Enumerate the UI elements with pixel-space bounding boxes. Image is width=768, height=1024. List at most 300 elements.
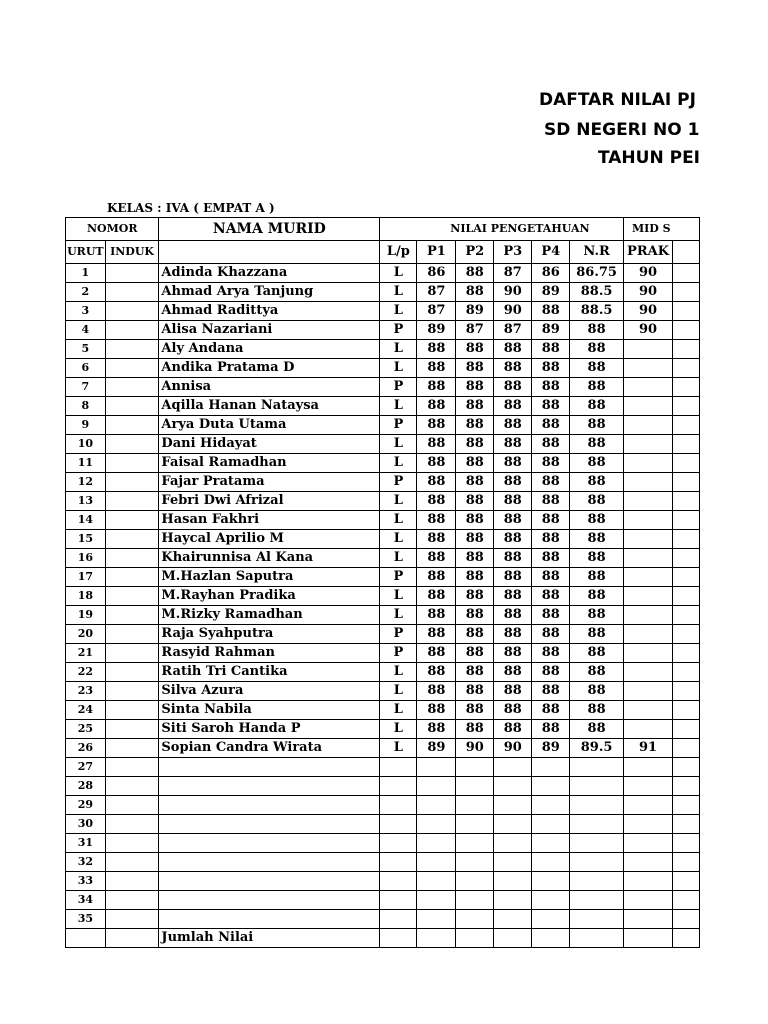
row-number: 21 [66,644,106,663]
header-blank-cell [380,218,417,241]
row-extra [673,796,700,815]
row-student-name: Faisal Ramadhan [159,454,380,473]
table-row [66,587,700,606]
row-p3 [494,758,532,777]
row-gender: L [380,701,417,720]
row-p3: 88 [494,530,532,549]
row-induk [105,492,159,511]
row-gender: L [380,264,417,283]
row-extra [673,891,700,910]
row-p3: 88 [494,644,532,663]
row-student-name: Raja Syahputra [159,625,380,644]
title-line-3: TAHUN PEI [598,148,700,168]
row-prak [623,758,672,777]
row-p3 [494,815,532,834]
row-p1: 88 [417,473,456,492]
row-p3: 88 [494,625,532,644]
row-p4: 88 [532,511,570,530]
footer-cell [380,929,417,948]
row-p1: 88 [417,606,456,625]
row-gender: L [380,739,417,758]
row-p1: 88 [417,416,456,435]
row-gender [380,891,417,910]
row-p4: 88 [532,549,570,568]
row-student-name: Ahmad Arya Tanjung [159,283,380,302]
row-p2 [456,815,494,834]
row-p2: 88 [456,720,494,739]
row-p3 [494,910,532,929]
row-p2 [456,891,494,910]
row-induk [105,568,159,587]
row-prak [623,834,672,853]
header-induk: INDUK [105,241,159,264]
row-nr: 88 [570,492,624,511]
row-prak [623,663,672,682]
header-mid-semester: MID S [623,218,699,241]
row-extra [673,720,700,739]
header-p3: P3 [494,241,532,264]
row-extra [673,397,700,416]
table-row [66,739,700,758]
row-student-name [159,910,380,929]
row-p3 [494,796,532,815]
row-p1: 88 [417,492,456,511]
row-extra [673,302,700,321]
row-p2: 88 [456,416,494,435]
row-induk [105,587,159,606]
row-p2: 89 [456,302,494,321]
row-p4 [532,910,570,929]
table-row [66,568,700,587]
row-prak [623,777,672,796]
row-extra [673,549,700,568]
row-p2 [456,796,494,815]
row-prak [623,435,672,454]
row-extra [673,815,700,834]
row-number: 33 [66,872,106,891]
row-extra [673,435,700,454]
table-row [66,682,700,701]
row-prak [623,910,672,929]
row-p2 [456,853,494,872]
row-student-name: M.Rizky Ramadhan [159,606,380,625]
row-prak [623,473,672,492]
row-p2: 88 [456,454,494,473]
row-prak [623,340,672,359]
row-induk [105,283,159,302]
row-student-name: M.Hazlan Saputra [159,568,380,587]
row-induk [105,606,159,625]
header-nr: N.R [570,241,624,264]
row-induk [105,815,159,834]
row-p1: 88 [417,587,456,606]
row-student-name: M.Rayhan Pradika [159,587,380,606]
row-student-name: Febri Dwi Afrizal [159,492,380,511]
row-p4 [532,796,570,815]
row-p1: 88 [417,359,456,378]
row-induk [105,359,159,378]
row-gender: L [380,435,417,454]
row-p4: 88 [532,644,570,663]
row-number: 27 [66,758,106,777]
row-extra [673,416,700,435]
row-extra [673,853,700,872]
row-number: 11 [66,454,106,473]
row-number: 9 [66,416,106,435]
row-p2 [456,834,494,853]
row-prak [623,701,672,720]
row-extra [673,701,700,720]
row-induk [105,720,159,739]
row-extra [673,283,700,302]
row-p4: 88 [532,682,570,701]
row-gender: P [380,568,417,587]
row-nr: 88 [570,701,624,720]
row-nr: 88 [570,435,624,454]
row-p3 [494,891,532,910]
row-gender: P [380,321,417,340]
row-number: 22 [66,663,106,682]
row-number: 14 [66,511,106,530]
row-p4: 88 [532,340,570,359]
row-p2: 88 [456,644,494,663]
row-nr: 88 [570,663,624,682]
row-extra [673,872,700,891]
row-gender: L [380,302,417,321]
footer-cell [532,929,570,948]
header-nilai-pengetahuan: NILAI PENGETAHUAN [417,218,624,241]
row-prak [623,530,672,549]
row-nr: 86.75 [570,264,624,283]
row-nr [570,777,624,796]
row-p3: 88 [494,454,532,473]
footer-cell [456,929,494,948]
row-prak [623,625,672,644]
row-nr: 88 [570,397,624,416]
row-nr [570,796,624,815]
row-p3: 88 [494,701,532,720]
footer-cell [570,929,624,948]
row-p4: 88 [532,454,570,473]
row-induk [105,644,159,663]
row-student-name: Annisa [159,378,380,397]
row-induk [105,625,159,644]
row-student-name: Haycal Aprilio M [159,530,380,549]
row-p4: 88 [532,397,570,416]
row-p2: 88 [456,397,494,416]
row-p3: 88 [494,340,532,359]
header-prak: PRAK [623,241,672,264]
header-lp: L/p [380,241,417,264]
footer-jumlah-nilai: Jumlah Nilai [159,929,380,948]
row-p4: 88 [532,663,570,682]
row-p4 [532,891,570,910]
row-extra [673,625,700,644]
row-p1: 88 [417,378,456,397]
row-p2: 88 [456,473,494,492]
row-number: 7 [66,378,106,397]
row-p2: 90 [456,739,494,758]
row-number: 32 [66,853,106,872]
row-number: 5 [66,340,106,359]
row-gender [380,910,417,929]
row-p4: 89 [532,283,570,302]
row-nr [570,872,624,891]
row-extra [673,777,700,796]
row-number: 25 [66,720,106,739]
grade-table-viewport [65,217,700,953]
row-student-name: Alisa Nazariani [159,321,380,340]
row-extra [673,758,700,777]
header-nama-murid: NAMA MURID [159,218,380,241]
row-p4: 88 [532,530,570,549]
row-induk [105,397,159,416]
row-extra [673,587,700,606]
row-nr: 88 [570,473,624,492]
row-number: 28 [66,777,106,796]
row-nr [570,815,624,834]
row-number: 12 [66,473,106,492]
row-p3: 88 [494,378,532,397]
row-p3: 88 [494,720,532,739]
row-prak: 91 [623,739,672,758]
row-p1 [417,777,456,796]
row-gender: P [380,644,417,663]
row-gender [380,796,417,815]
table-row [66,625,700,644]
header-p1: P1 [417,241,456,264]
row-prak [623,454,672,473]
table-row [66,549,700,568]
row-induk [105,511,159,530]
row-p4: 89 [532,321,570,340]
row-induk [105,796,159,815]
row-gender: L [380,530,417,549]
row-p2 [456,758,494,777]
row-p1: 88 [417,340,456,359]
row-induk [105,340,159,359]
row-p2: 88 [456,701,494,720]
row-induk [105,530,159,549]
row-nr: 88.5 [570,283,624,302]
row-p4: 88 [532,416,570,435]
footer-cell [105,929,159,948]
table-row [66,872,700,891]
row-number: 13 [66,492,106,511]
row-p1: 88 [417,511,456,530]
row-extra [673,834,700,853]
row-p3: 88 [494,549,532,568]
row-p1: 86 [417,264,456,283]
row-induk [105,891,159,910]
row-p2: 88 [456,606,494,625]
row-p3: 87 [494,321,532,340]
row-student-name: Sopian Candra Wirata [159,739,380,758]
row-student-name: Rasyid Rahman [159,644,380,663]
table-row [66,302,700,321]
table-row [66,454,700,473]
row-prak [623,359,672,378]
row-p4 [532,758,570,777]
row-number: 26 [66,739,106,758]
row-extra [673,454,700,473]
row-nr [570,853,624,872]
header-row-1 [66,218,700,241]
row-p2: 87 [456,321,494,340]
row-student-name: Silva Azura [159,682,380,701]
table-row [66,606,700,625]
table-row [66,720,700,739]
row-student-name: Khairunnisa Al Kana [159,549,380,568]
table-row [66,264,700,283]
row-nr: 88 [570,682,624,701]
row-p2: 88 [456,283,494,302]
table-row [66,397,700,416]
row-number: 34 [66,891,106,910]
row-nr [570,891,624,910]
row-nr: 88 [570,549,624,568]
row-gender: L [380,682,417,701]
row-extra [673,359,700,378]
row-student-name: Arya Duta Utama [159,416,380,435]
row-induk [105,834,159,853]
row-p1: 88 [417,701,456,720]
row-prak [623,549,672,568]
table-row [66,416,700,435]
row-number: 16 [66,549,106,568]
row-p3: 87 [494,264,532,283]
row-nr: 88 [570,340,624,359]
header-name-blank [159,241,380,264]
row-number: 10 [66,435,106,454]
row-p3 [494,853,532,872]
footer-cell [494,929,532,948]
row-induk [105,264,159,283]
row-extra [673,739,700,758]
row-p3 [494,872,532,891]
row-induk [105,473,159,492]
row-gender: L [380,663,417,682]
row-induk [105,549,159,568]
row-nr: 88 [570,321,624,340]
row-prak [623,853,672,872]
row-p1: 89 [417,321,456,340]
row-prak [623,378,672,397]
row-number: 19 [66,606,106,625]
row-p2: 88 [456,264,494,283]
row-student-name: Aly Andana [159,340,380,359]
table-row [66,473,700,492]
row-nr: 88 [570,568,624,587]
row-student-name: Dani Hidayat [159,435,380,454]
row-induk [105,416,159,435]
row-gender: L [380,283,417,302]
row-nr: 88 [570,644,624,663]
row-student-name: Aqilla Hanan Nataysa [159,397,380,416]
row-induk [105,454,159,473]
row-gender: L [380,549,417,568]
row-number: 23 [66,682,106,701]
row-prak [623,682,672,701]
row-nr [570,834,624,853]
row-p4: 86 [532,264,570,283]
row-gender: P [380,416,417,435]
row-induk [105,910,159,929]
row-extra [673,473,700,492]
row-p3: 88 [494,359,532,378]
row-induk [105,663,159,682]
table-row [66,758,700,777]
row-student-name [159,872,380,891]
table-row [66,834,700,853]
row-nr: 88 [570,454,624,473]
row-nr: 88 [570,416,624,435]
row-student-name: Adinda Khazzana [159,264,380,283]
row-p3: 90 [494,283,532,302]
row-p1 [417,796,456,815]
row-prak [623,397,672,416]
row-p2 [456,910,494,929]
row-gender [380,834,417,853]
row-gender: L [380,511,417,530]
row-p1 [417,815,456,834]
title-line-2: SD NEGERI NO 1 [544,120,700,140]
row-p3: 90 [494,739,532,758]
row-induk [105,302,159,321]
row-prak [623,815,672,834]
row-student-name [159,758,380,777]
footer-cell [417,929,456,948]
row-p3: 88 [494,568,532,587]
row-p4: 89 [532,739,570,758]
table-row [66,701,700,720]
row-gender: L [380,454,417,473]
row-p4: 88 [532,720,570,739]
row-number: 1 [66,264,106,283]
row-nr: 88 [570,606,624,625]
row-p4: 88 [532,378,570,397]
row-p4: 88 [532,435,570,454]
row-p2: 88 [456,492,494,511]
row-p3: 88 [494,511,532,530]
row-p1 [417,834,456,853]
table-row [66,891,700,910]
table-row [66,283,700,302]
row-p1: 88 [417,682,456,701]
row-p1 [417,872,456,891]
row-nr: 88 [570,530,624,549]
row-prak [623,872,672,891]
header-nomor: NOMOR [66,218,159,241]
row-p4 [532,853,570,872]
row-p2: 88 [456,435,494,454]
row-gender [380,777,417,796]
row-nr: 88 [570,625,624,644]
row-induk [105,758,159,777]
row-extra [673,321,700,340]
row-p4: 88 [532,701,570,720]
row-gender: L [380,359,417,378]
row-student-name [159,891,380,910]
row-p1: 88 [417,549,456,568]
row-number: 31 [66,834,106,853]
table-row [66,815,700,834]
row-p4 [532,815,570,834]
row-p2 [456,777,494,796]
table-row [66,511,700,530]
row-p2: 88 [456,378,494,397]
row-number: 24 [66,701,106,720]
